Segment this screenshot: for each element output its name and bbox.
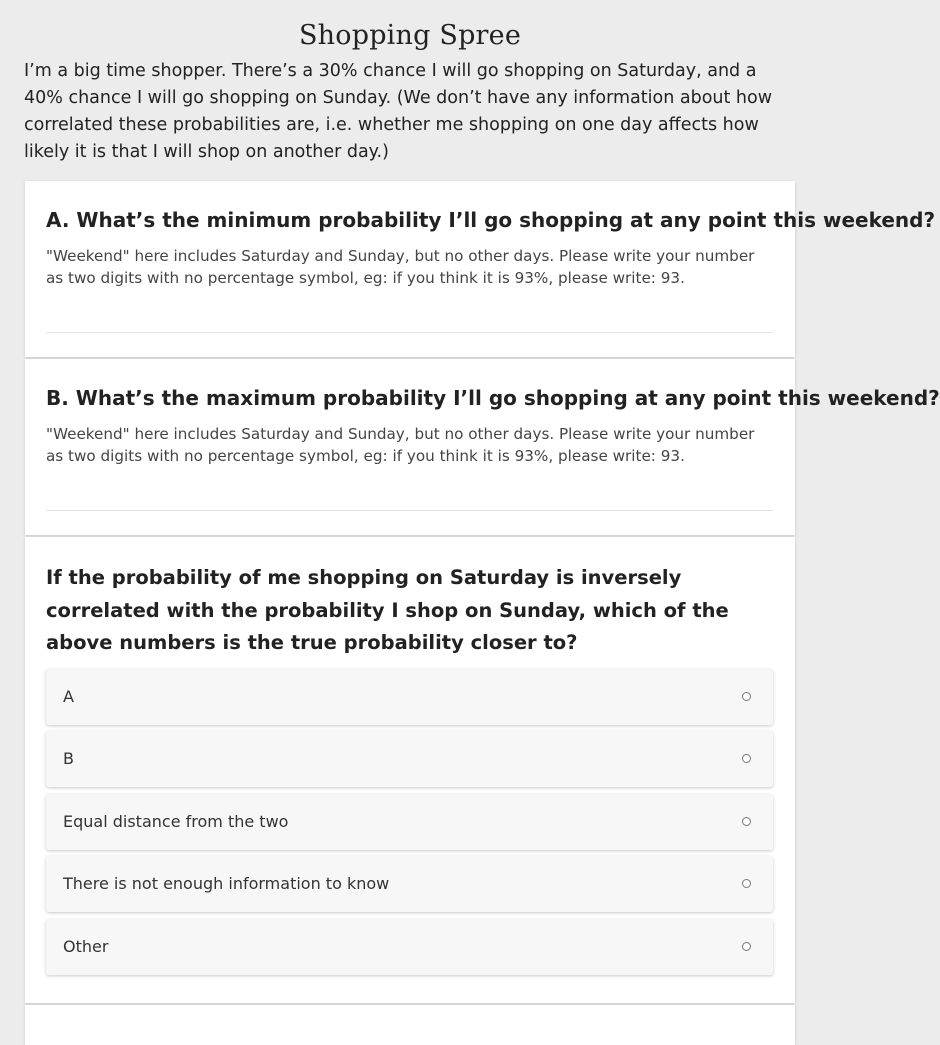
question-a-title: A. What’s the minimum probability I’ll go shopping at any point this weekend? (46, 208, 936, 232)
option-a[interactable] (46, 669, 773, 725)
radio-button[interactable] (742, 754, 751, 763)
radio-button[interactable] (742, 942, 751, 951)
intro-text: I’m a big time shopper. There’s a 30% chance I will go shopping on Saturday, and a 40% chance I will go shopping on Sunday. (We don’t have any information about how correlated these probabilities are, i.e. whether me shopping on one day affects how likely it is that I will shop on another day.) (24, 61, 773, 162)
option-label: Equal distance from the two (63, 812, 289, 831)
next-question-card (25, 1005, 795, 1045)
radio-button[interactable] (742, 879, 751, 888)
question-a-card (25, 181, 936, 357)
option-b[interactable] (46, 731, 773, 787)
question-b-title: B. What’s the maximum probability I’ll go shopping at any point this weekend? (46, 386, 940, 410)
question-b-input[interactable] (46, 479, 773, 511)
radio-button[interactable] (742, 817, 751, 826)
option-label: There is not enough information to know (63, 874, 390, 893)
option-label: B (63, 749, 74, 768)
question-a-help: "Weekend" here includes Saturday and Sunday, but no other days. Please write your number as two digits with no percentage symbol, eg: if you think it is 93%, please write: 93. (46, 247, 755, 287)
option-equal-distance[interactable] (46, 794, 773, 850)
page-title: Shopping Spree (298, 20, 522, 51)
question-a-input[interactable] (46, 301, 773, 333)
radio-button[interactable] (742, 692, 751, 701)
option-label: A (63, 687, 74, 706)
question-b-help: "Weekend" here includes Saturday and Sunday, but no other days. Please write your number as two digits with no percentage symbol, eg: if you think it is 93%, please write: 93. (46, 425, 755, 465)
option-not-enough-info[interactable] (46, 856, 773, 912)
option-other[interactable] (46, 919, 773, 975)
option-label: Other (63, 937, 109, 956)
question-b-card (25, 359, 940, 535)
question-c-title: If the probability of me shopping on Saturday is inversely correlated with the probability I shop on Sunday, which of the above numbers is the true probability closer to? (46, 566, 729, 654)
question-c-card (25, 537, 795, 1003)
